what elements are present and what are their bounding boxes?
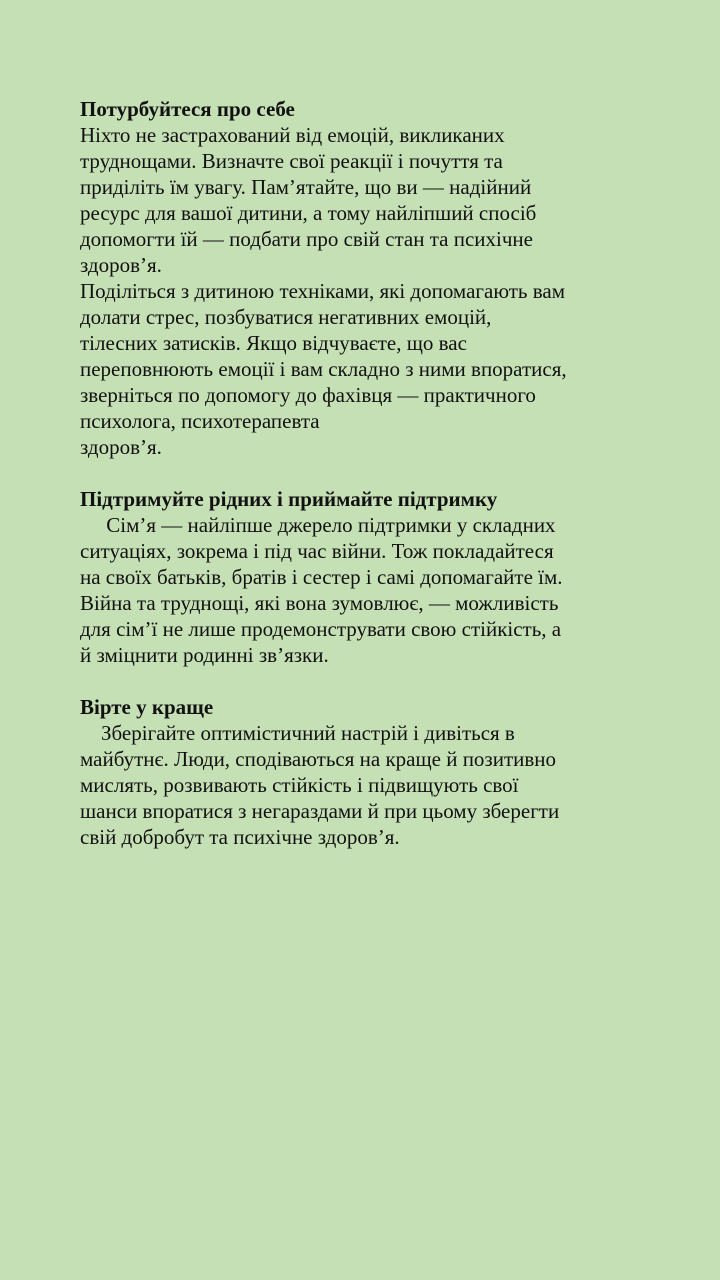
paragraph-line: Зберігайте оптимістичний настрій і дивіться в	[80, 721, 515, 745]
section-heading: Підтримуйте рідних і приймайте підтримку	[80, 487, 498, 511]
paragraph-line: й зміцнити родинні зв’язки.	[80, 643, 329, 667]
section-heading: Вірте у краще	[80, 695, 214, 719]
paragraph-line: майбутнє. Люди, сподіваються на краще й позитивно	[80, 747, 557, 771]
paragraph-line: зверніться по допомогу до фахівця — практичного	[80, 383, 536, 407]
section-family-support	[80, 486, 660, 668]
paragraph-line: ресурс для вашої дитини, а тому найліпший спосіб	[80, 201, 537, 225]
paragraph-line: переповнюють емоції і вам складно з ними впоратися,	[80, 357, 567, 381]
paragraph-line: труднощами. Визначте свої реакції і почуття та	[80, 149, 503, 173]
paragraph-line: здоров’я.	[80, 435, 162, 459]
paragraph-line: шанси впоратися з негараздами й при цьому зберегти	[80, 799, 560, 823]
paragraph-line: Сім’я — найліпше джерело підтримки у складних	[80, 513, 556, 537]
paragraph-line: для сім’ї не лише продемонструвати свою стійкість, а	[80, 617, 562, 641]
section-optimism	[80, 694, 660, 850]
paragraph-line: допомогти їй — подбати про свій стан та психічне	[80, 227, 533, 251]
paragraph-line: Війна та труднощі, які вона зумовлює, — можливість	[80, 591, 559, 615]
article-body	[80, 96, 660, 876]
paragraph-line: Ніхто не застрахований від емоцій, викликаних	[80, 123, 505, 147]
section-heading: Потурбуйтеся про себе	[80, 97, 295, 121]
paragraph-line: психолога, психотерапевта	[80, 409, 320, 433]
paragraph-line: приділіть їм увагу. Пам’ятайте, що ви — надійний	[80, 175, 532, 199]
paragraph-line: свій добробут та психічне здоров’я.	[80, 825, 400, 849]
paragraph-line: Поділіться з дитиною техніками, які допомагають вам	[80, 279, 565, 303]
paragraph-line: тілесних затисків. Якщо відчуваєте, що вас	[80, 331, 467, 355]
paragraph-line: ситуаціях, зокрема і під час війни. Тож покладайтеся	[80, 539, 554, 563]
paragraph-line: мислять, розвивають стійкість і підвищують свої	[80, 773, 519, 797]
section-self-care	[80, 96, 660, 460]
paragraph-line: долати стрес, позбуватися негативних емоцій,	[80, 305, 492, 329]
paragraph-line: здоров’я.	[80, 253, 162, 277]
paragraph-line: на своїх батьків, братів і сестер і самі допомагайте їм.	[80, 565, 563, 589]
